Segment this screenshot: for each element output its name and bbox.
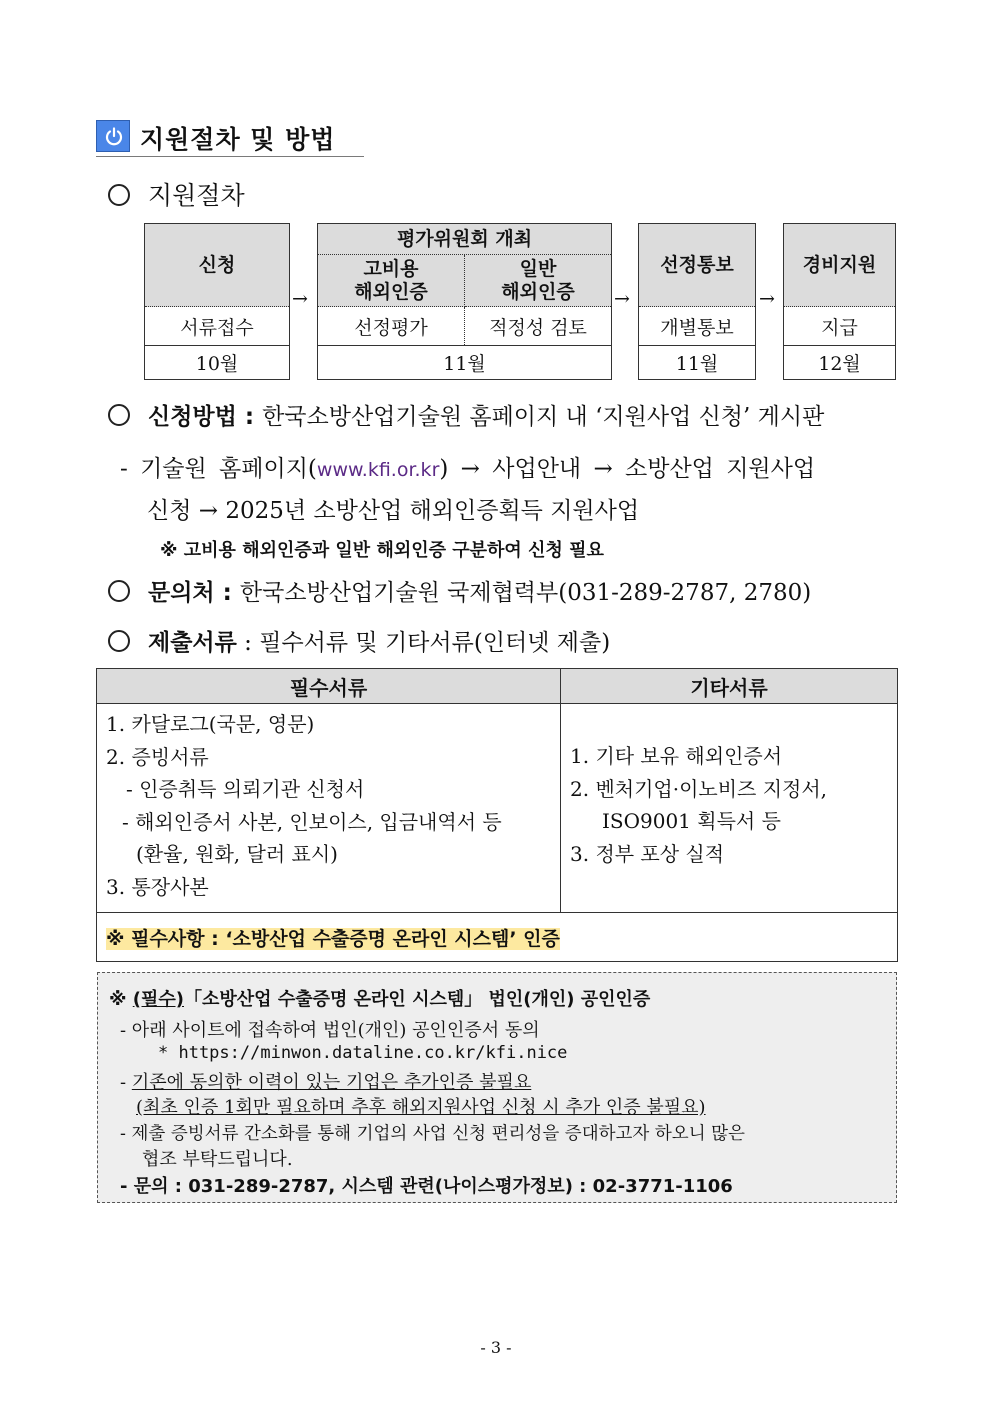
notice-contact: - 문의 : 031-289-2787, 시스템 관련(나이스평가정보) : 02-3771-1106 bbox=[120, 1176, 733, 1197]
step-committee-high: 고비용 해외인증 bbox=[318, 255, 465, 307]
notice-line-1: - 아래 사이트에 접속하여 법인(개인) 공인인증서 동의 bbox=[120, 1020, 540, 1041]
list-item: - 인증취득 의뢰기관 신청서 bbox=[126, 777, 365, 801]
section-header bbox=[96, 118, 364, 157]
step-apply-title: 신청 bbox=[145, 224, 289, 307]
mandatory-note: ※ 필수사항 : ‘소방산업 수출증명 온라인 시스템’ 인증 bbox=[106, 927, 560, 950]
circle-bullet-icon bbox=[108, 580, 130, 602]
list-item: - 해외인증서 사본, 인보이스, 입금내역서 등 bbox=[122, 809, 502, 834]
circle-bullet-icon bbox=[108, 184, 130, 206]
flow-arrow: → bbox=[759, 288, 775, 310]
step-pay-month: 12월 bbox=[784, 345, 895, 379]
notice-line-2: - 기존에 동의한 이력이 있는 기업은 추가인증 불필요 bbox=[120, 1072, 532, 1093]
nice-link[interactable]: * https://minwon.dataline.co.kr/kfi.nice bbox=[158, 1043, 568, 1063]
circle-bullet-icon bbox=[108, 404, 130, 426]
step-committee-month: 11월 bbox=[318, 345, 611, 379]
step-committee bbox=[317, 223, 612, 380]
step-committee-title: 평가위원회 개최 bbox=[318, 224, 611, 255]
step-notify-action: 개별통보 bbox=[660, 316, 734, 339]
list-item: (환율, 원화, 달러 표시) bbox=[136, 842, 338, 866]
contact: 문의처 : 한국소방산업기술원 국제협력부(031-289-2787, 2780) bbox=[108, 574, 811, 607]
step-apply-action: 서류접수 bbox=[180, 316, 254, 339]
flow-arrow: → bbox=[614, 288, 630, 310]
list-item: 1. 기타 보유 해외인증서 bbox=[570, 744, 783, 768]
apply-method: 신청방법 : 한국소방산업기술원 홈페이지 내 ‘지원사업 신청’ 게시판 bbox=[108, 398, 824, 431]
apply-method-detail-2: 신청 → 2025년 소방산업 해외인증획득 지원사업 bbox=[147, 498, 640, 524]
list-item: 3. 정부 포상 실적 bbox=[570, 841, 725, 866]
notice-box bbox=[97, 972, 897, 1203]
step-committee-general: 일반 해외인증 bbox=[465, 255, 611, 307]
documents-table bbox=[96, 668, 898, 962]
step-apply bbox=[144, 223, 290, 380]
step-committee-high-action: 선정평가 bbox=[318, 307, 465, 345]
list-item: 1. 카달로그(국문, 영문) bbox=[106, 712, 315, 736]
notice-line-3: (최초 인증 1회만 필요하며 추후 해외지원사업 신청 시 추가 인증 불필요) bbox=[136, 1097, 706, 1118]
power-icon bbox=[96, 120, 130, 152]
apply-method-note: ※ 고비용 해외인증과 일반 해외인증 구분하여 신청 필요 bbox=[160, 540, 604, 561]
notice-title: ※ (필수)「소방산업 수출증명 온라인 시스템」 법인(개인) 공인인증 bbox=[109, 989, 651, 1010]
step-pay-action: 지급 bbox=[821, 316, 858, 339]
mandatory-row bbox=[97, 913, 898, 962]
step-apply-month: 10월 bbox=[145, 345, 289, 379]
step-pay bbox=[783, 223, 896, 380]
other-header: 기타서류 bbox=[561, 669, 898, 704]
step-notify-title: 선정통보 bbox=[639, 224, 755, 307]
step-pay-title: 경비지원 bbox=[784, 224, 895, 307]
procedure-heading: 지원절차 bbox=[108, 176, 245, 212]
list-item: 2. 증빙서류 bbox=[106, 744, 209, 769]
section-title: 지원절차 및 방법 bbox=[140, 125, 336, 154]
step-committee-general-action: 적정성 검토 bbox=[489, 316, 587, 339]
step-notify bbox=[638, 223, 756, 380]
flow-arrow: → bbox=[292, 288, 308, 310]
other-list bbox=[561, 704, 898, 913]
notice-line-5: 협조 부탁드립니다. bbox=[142, 1149, 293, 1170]
list-item: ISO9001 획득서 등 bbox=[602, 809, 781, 833]
required-header: 필수서류 bbox=[97, 669, 561, 704]
list-item: 2. 벤처기업·이노비즈 지정서, bbox=[570, 776, 828, 801]
notice-line-4: - 제출 증빙서류 간소화를 통해 기업의 사업 신청 편리성을 증대하고자 하오니 많은 bbox=[120, 1124, 745, 1144]
apply-method-detail: - 기술원 홈페이지(www.kfi.or.kr) → 사업안내 → 소방산업 지원사업 bbox=[120, 456, 816, 482]
kfi-link[interactable]: www.kfi.or.kr bbox=[316, 459, 440, 481]
step-notify-month: 11월 bbox=[639, 345, 755, 379]
required-list bbox=[97, 704, 561, 913]
circle-bullet-icon bbox=[108, 630, 130, 652]
documents-heading: 제출서류 : 필수서류 및 기타서류(인터넷 제출) bbox=[108, 624, 610, 657]
page-number: - 3 - bbox=[480, 1338, 512, 1357]
list-item: 3. 통장사본 bbox=[106, 874, 209, 899]
